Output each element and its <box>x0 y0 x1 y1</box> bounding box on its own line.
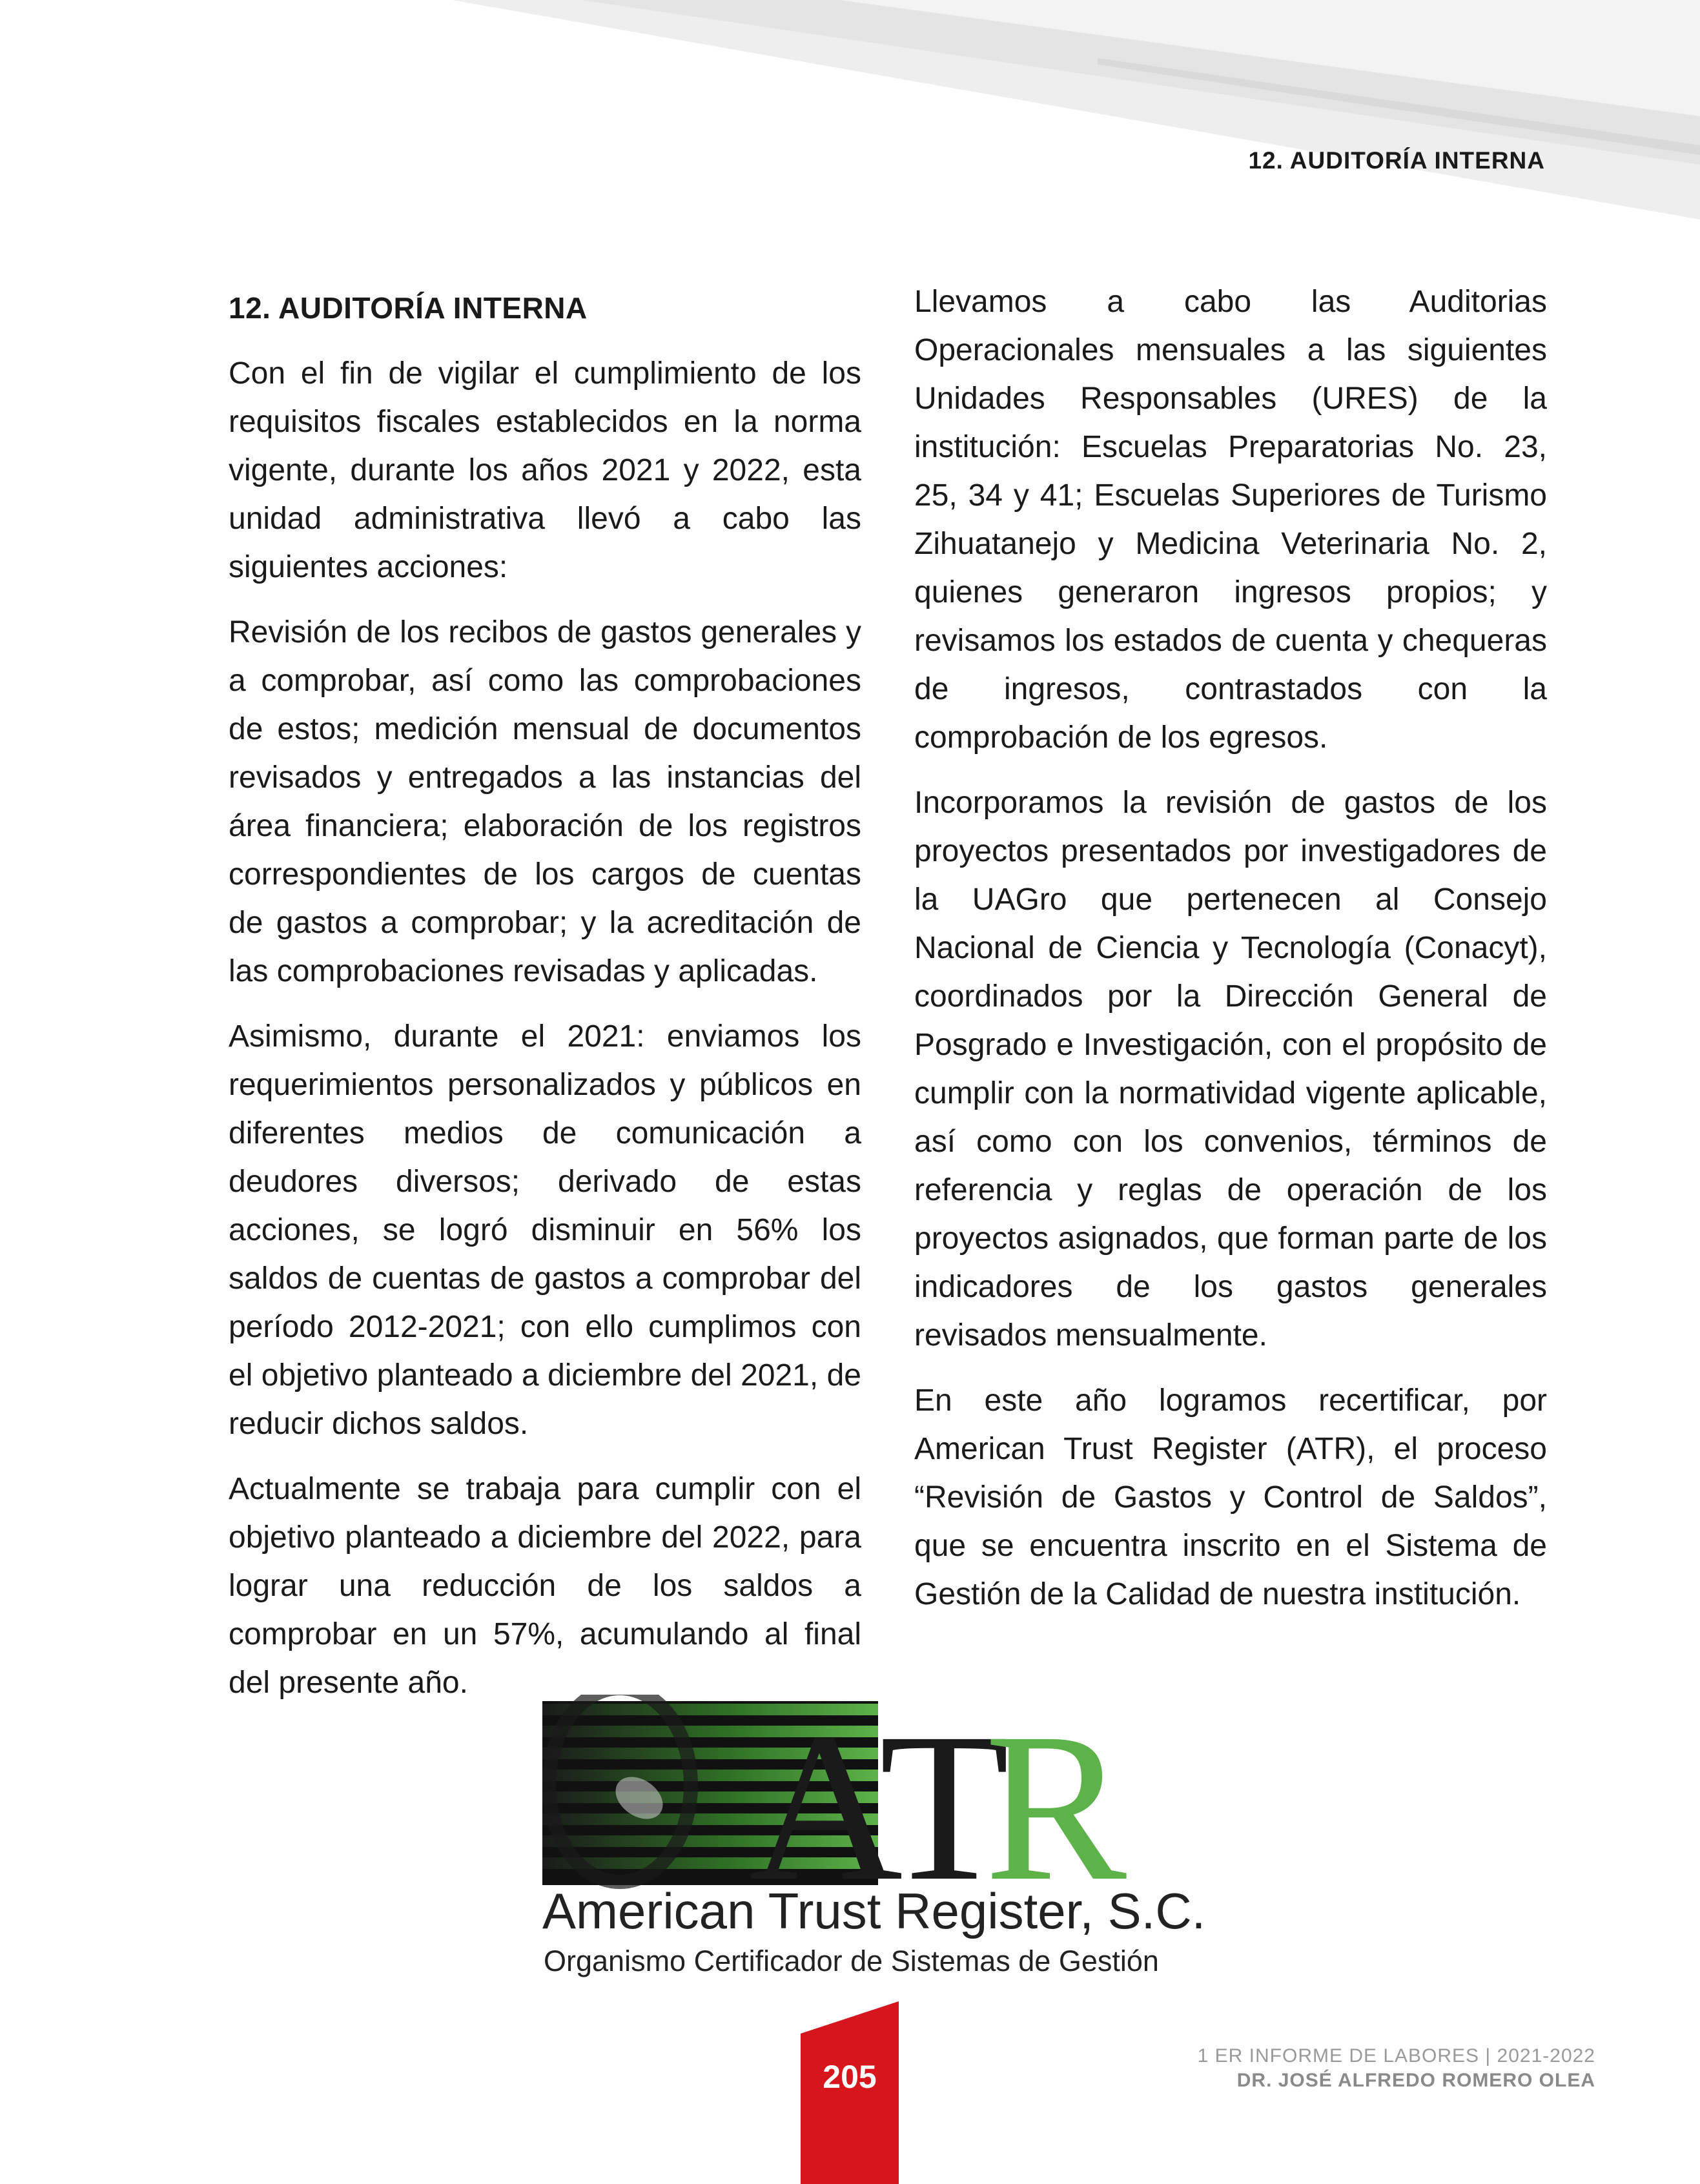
footer-author-line: DR. JOSÉ ALFREDO ROMERO OLEA <box>1236 2070 1595 2091</box>
right-column <box>914 278 1547 1635</box>
page-number: 205 <box>823 2059 877 2095</box>
paragraph: Actualmente se trabaja para cumplir con el objetivo planteado a diciembre del 2022, para lograr una reducción de los saldos a comprobar en un 57%, acumulando al final del presente año. <box>229 1472 861 1700</box>
paragraph: Asimismo, durante el 2021: enviamos los requerimientos personalizados y públicos en diferentes medios de comunicación a deudores diversos; derivado de estas acciones, se logró disminuir en 56% los saldos de cuentas de gastos a comprobar del período 2012-2021; con ello cumplimos con el objetivo planteado a diciembre del 2021, de reducir dichos saldos. <box>229 1019 861 1441</box>
logo-letters-at: AT <box>749 1695 1010 1925</box>
header-decoration <box>0 0 1700 232</box>
logo-tagline: Organismo Certificador de Sistemas de Gestión <box>544 1944 1159 1977</box>
atr-logo <box>542 1695 1162 1985</box>
logo-company-name: American Trust Register, S.C. <box>542 1883 1206 1939</box>
paragraph: En este año logramos recertificar, por American Trust Register (ATR), el proceso “Revisión de Gastos y Control de Saldos”, que se encuentra inscrito en el Sistema de Gestión de la Calidad de nuestra institución. <box>914 1383 1547 1611</box>
paragraph: Revisión de los recibos de gastos generales y a comprobar, así como las comprobaciones de estos; medición mensual de documentos revisados y entregados a las instancias del área financiera; elaboración de los registros correspondientes de los cargos de cuentas de gastos a comprobar; y la acreditación de las comprobaciones revisadas y aplicadas. <box>229 615 861 988</box>
paragraph: Llevamos a cabo las Auditorias Operacionales mensuales a las siguientes Unidades Responsables (URES) de la institución: Escuelas Preparatorias No. 23, 25, 34 y 41; Escuelas Superiores de Turismo Zihuatanejo y Medicina Veterinaria No. 2, quienes generaron ingresos propios; y revisamos los estados de cuenta y chequeras de ingresos, contrastados con la comprobación de los egresos. <box>914 285 1547 755</box>
footer-report-line: 1 ER INFORME DE LABORES | 2021-2022 <box>1197 2045 1595 2067</box>
paragraph: Incorporamos la revisión de gastos de los proyectos presentados por investigadores de la UAGro que pertenecen al Consejo Nacional de Ciencia y Tecnología (Conacyt), coordinados por la Dirección General de Posgrado e Investigación, con el propósito de cumplir con la normatividad vigente aplicable, así como con los convenios, términos de referencia y reglas de operación de los proyectos asignados, que forman parte de los indicadores de los gastos generales revisados mensualmente. <box>914 786 1547 1352</box>
left-column <box>229 284 861 1724</box>
running-header: 12. AUDITORÍA INTERNA <box>1248 147 1545 174</box>
section-title: 12. AUDITORÍA INTERNA <box>229 291 588 325</box>
logo-letter-r: R <box>985 1695 1127 1925</box>
paragraph: Con el fin de vigilar el cumplimiento de los requisitos fiscales establecidos en la norma vigente, durante los años 2021 y 2022, esta unidad administrativa llevó a cabo las siguientes acciones: <box>229 356 861 584</box>
